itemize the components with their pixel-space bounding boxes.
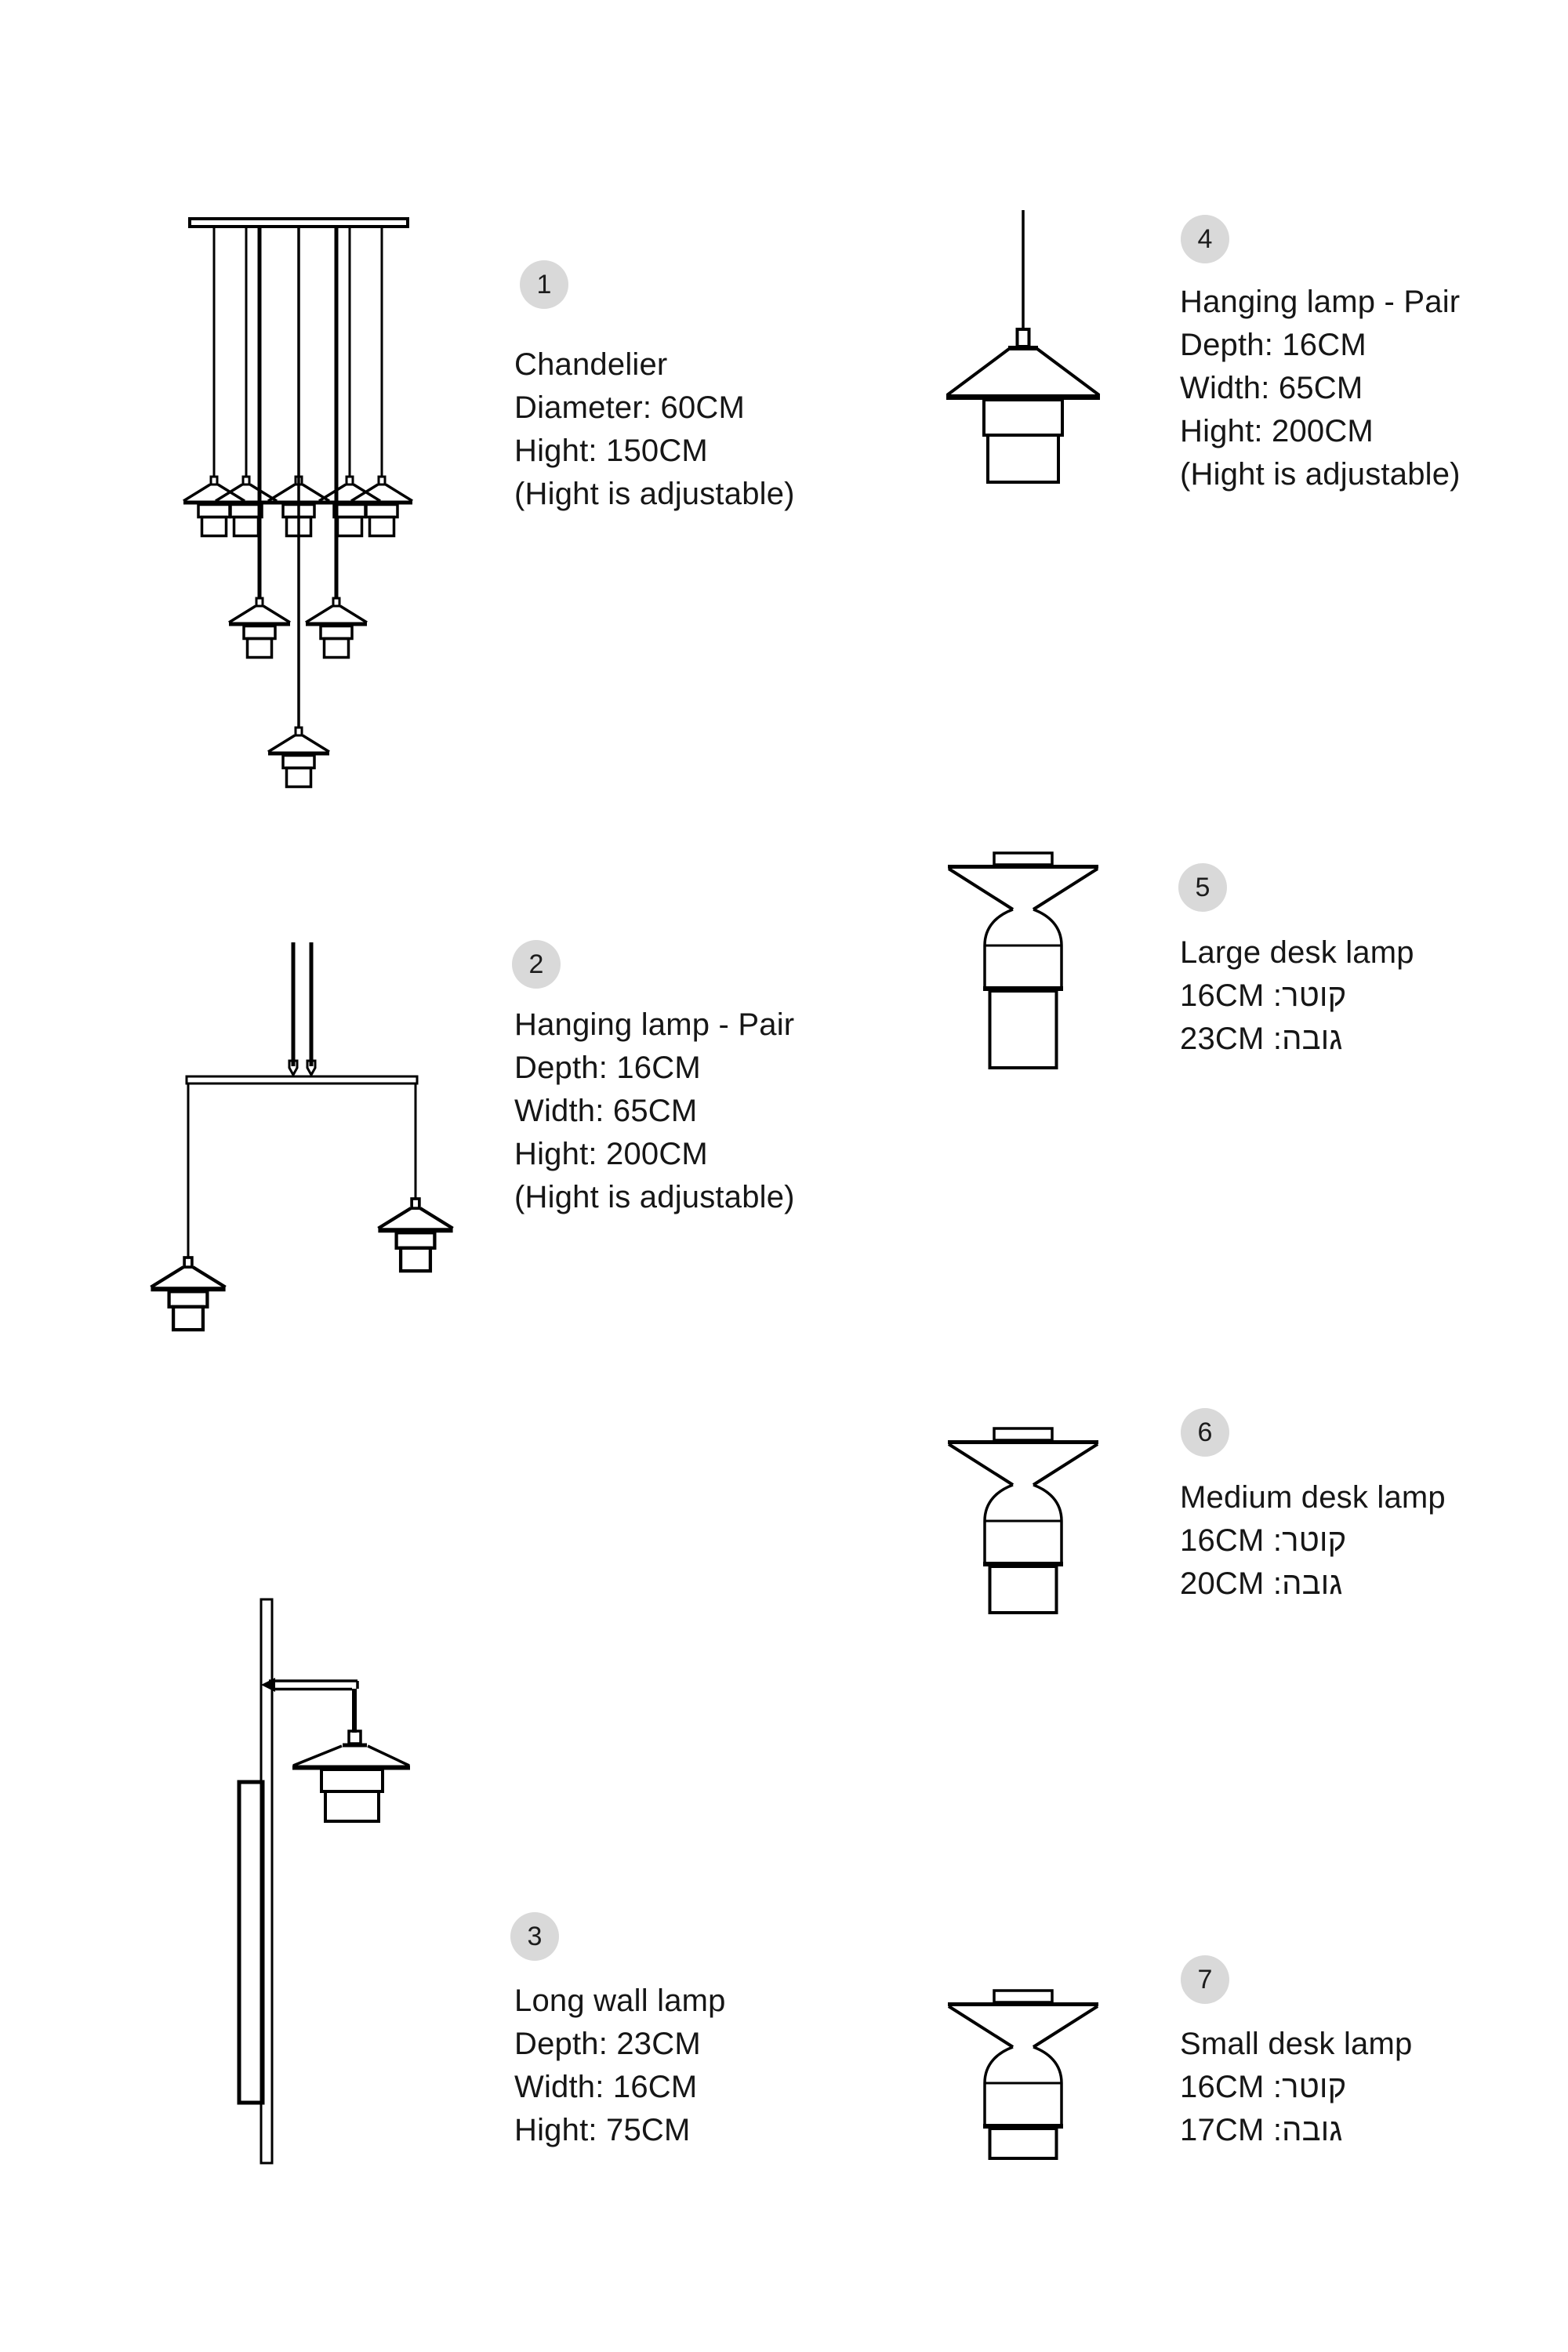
- item-1-spec-2: Hight: 150CM: [514, 434, 708, 468]
- item-6-spec-1: קוטר: 16CM: [1180, 1523, 1347, 1558]
- item-1-spec-1: Diameter: 60CM: [514, 390, 745, 425]
- item-2-spec-3: Hight: 200CM: [514, 1137, 708, 1171]
- item-1-title: Chandelier: [514, 347, 668, 382]
- item-2-spec-2: Width: 65CM: [514, 1094, 698, 1128]
- item-6-title: Medium desk lamp: [1180, 1480, 1446, 1515]
- item-5-spec-1: קוטר: 16CM: [1180, 978, 1347, 1013]
- item-1-text: [514, 343, 795, 516]
- item-3-title: Long wall lamp: [514, 1984, 726, 2018]
- item-3-spec-1: Depth: 23CM: [514, 2027, 701, 2061]
- item-4-spec-1: Depth: 16CM: [1180, 328, 1367, 362]
- item-5-spec-2: גובה: 23CM: [1180, 1022, 1343, 1056]
- item-3-spec-2: Width: 16CM: [514, 2070, 698, 2104]
- item-1-spec-3: (Hight is adjustable): [514, 477, 795, 511]
- item-6-spec-2: גובה: 20CM: [1180, 1566, 1343, 1601]
- item-2-badge: [512, 940, 561, 989]
- item-2-title: Hanging lamp - Pair: [514, 1007, 795, 1042]
- hanging-pair-drawing: [151, 942, 452, 1330]
- item-6-text: [1180, 1476, 1446, 1606]
- item-3-number: 3: [527, 1921, 543, 1951]
- item-1-badge: [520, 260, 568, 309]
- item-1-number: 1: [536, 269, 552, 299]
- item-7-text: [1180, 2023, 1412, 2152]
- item-3-spec-3: Hight: 75CM: [514, 2113, 691, 2147]
- item-4-title: Hanging lamp - Pair: [1180, 285, 1461, 319]
- desk-lamp-large-drawing: [948, 853, 1098, 1068]
- item-3-badge: [510, 1912, 559, 1961]
- item-5-text: [1180, 931, 1414, 1061]
- item-4-spec-4: (Hight is adjustable): [1180, 457, 1461, 492]
- item-7-spec-2: גובה: 17CM: [1180, 2113, 1343, 2147]
- item-7-spec-1: קוטר: 16CM: [1180, 2070, 1347, 2104]
- item-4-number: 4: [1197, 223, 1213, 254]
- item-5-title: Large desk lamp: [1180, 935, 1414, 970]
- item-6-number: 6: [1197, 1417, 1213, 1447]
- item-2-spec-4: (Hight is adjustable): [514, 1180, 795, 1214]
- item-4-spec-3: Hight: 200CM: [1180, 414, 1374, 448]
- item-2-text: [514, 1004, 795, 1219]
- desk-lamp-medium-drawing: [948, 1428, 1098, 1613]
- pendant-lamp-drawing: [946, 210, 1100, 482]
- item-3-text: [514, 1980, 726, 2152]
- item-7-badge: [1181, 1955, 1229, 2004]
- item-5-badge: [1178, 863, 1227, 912]
- item-4-spec-2: Width: 65CM: [1180, 371, 1363, 405]
- item-7-number: 7: [1197, 1964, 1213, 1994]
- desk-lamp-small-drawing: [948, 1991, 1098, 2158]
- item-6-badge: [1181, 1408, 1229, 1457]
- item-7-title: Small desk lamp: [1180, 2027, 1413, 2061]
- item-5-number: 5: [1195, 872, 1210, 902]
- chandelier-drawing: [183, 219, 412, 787]
- item-2-number: 2: [528, 949, 544, 979]
- item-2-spec-1: Depth: 16CM: [514, 1051, 701, 1085]
- wall-lamp-drawing: [239, 1599, 410, 2163]
- item-4-badge: [1181, 215, 1229, 263]
- item-4-text: [1180, 281, 1461, 496]
